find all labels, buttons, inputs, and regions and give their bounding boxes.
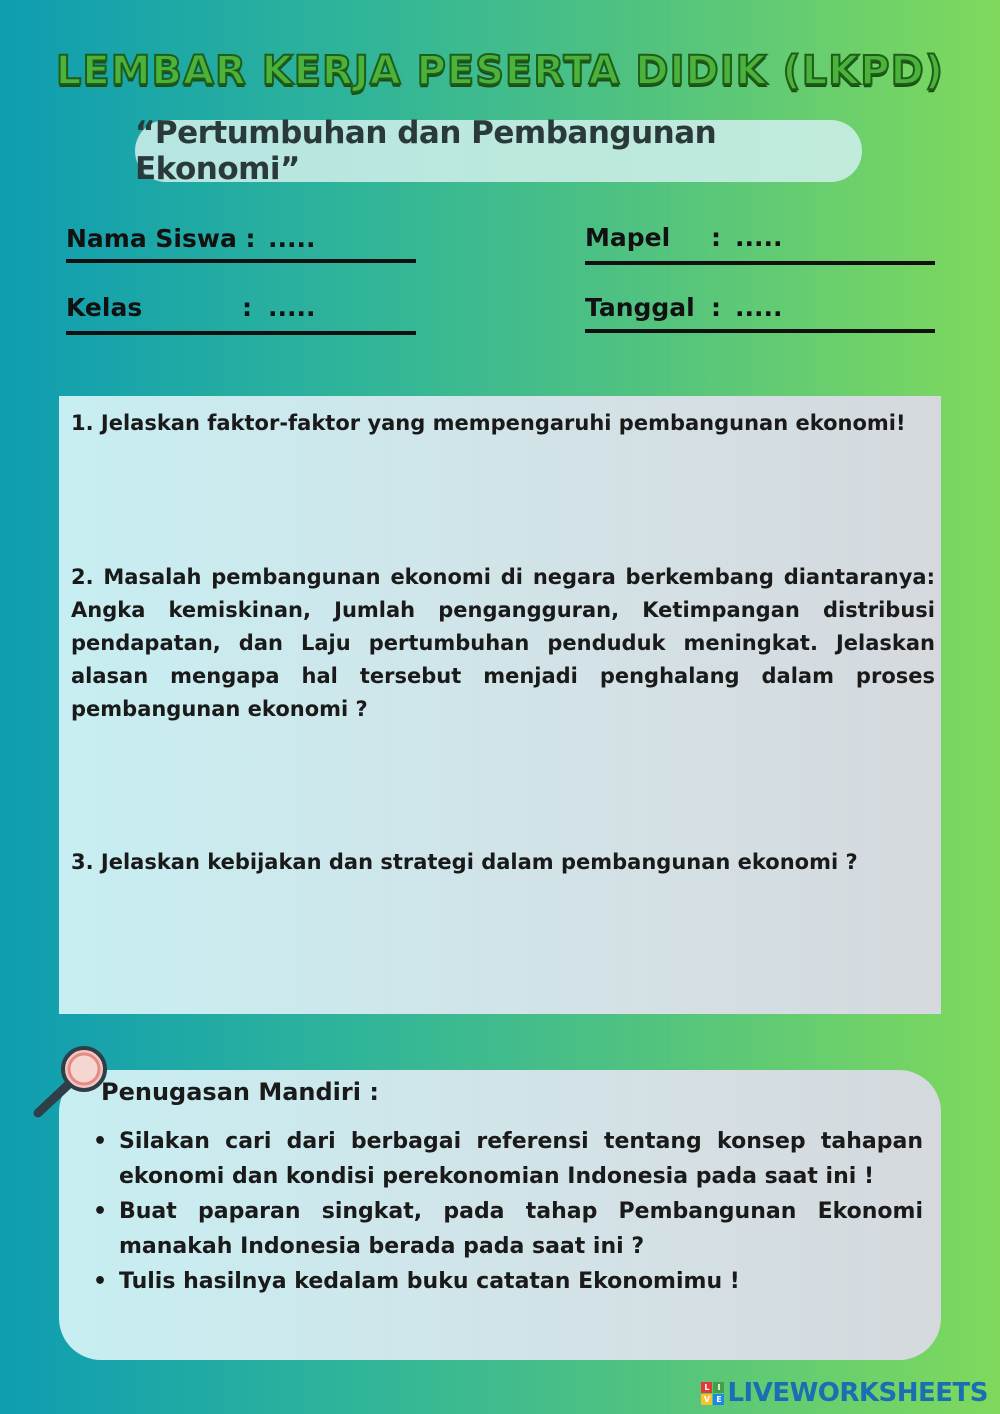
- underline: [66, 331, 416, 335]
- logo-letter: E: [713, 1394, 724, 1405]
- task-list: [85, 1124, 923, 1299]
- subtitle-banner: [135, 115, 862, 187]
- logo-letter: L: [701, 1382, 712, 1393]
- field-mapel[interactable]: [585, 223, 935, 267]
- field-value: .....: [268, 293, 316, 322]
- field-colon: :: [242, 293, 252, 322]
- field-value: .....: [735, 223, 783, 252]
- field-tanggal[interactable]: [585, 293, 935, 335]
- page-title: LEMBAR KERJA PESERTA DIDIK (LKPD): [55, 48, 945, 94]
- underline: [585, 261, 935, 265]
- field-label: Nama Siswa :: [66, 224, 256, 253]
- field-colon: :: [711, 293, 721, 322]
- logo-grid-icon: [701, 1382, 724, 1405]
- field-nama-siswa[interactable]: [66, 224, 416, 266]
- question-3: 3. Jelaskan kebijakan dan strategi dalam pembangunan ekonomi ?: [71, 850, 858, 874]
- logo-text: LIVEWORKSHEETS: [727, 1378, 988, 1408]
- field-value: .....: [268, 224, 316, 253]
- logo-letter: I: [713, 1382, 724, 1393]
- field-colon: :: [711, 223, 721, 252]
- question-2: 2. Masalah pembangunan ekonomi di negara berkembang diantaranya: Angka kemiskinan, Jumlah pengangguran, Ketimpangan distribusi pendapatan, dan Laju pertumbuhan penduduk meningkat. Jelaskan alasan mengapa hal tersebut menjadi penghalang dalam proses pembangunan ekonomi ?: [71, 565, 935, 721]
- task-title: Penugasan Mandiri :: [101, 1078, 379, 1106]
- underline: [585, 329, 935, 333]
- field-label: Tanggal: [585, 293, 695, 322]
- question-1: 1. Jelaskan faktor-faktor yang mempengaruhi pembangunan ekonomi!: [71, 411, 906, 435]
- field-label: Kelas: [66, 293, 143, 322]
- task-item: • Tulis hasilnya kedalam buku catatan Ekonomimu !: [85, 1264, 923, 1299]
- questions-box: [59, 396, 941, 1014]
- subtitle-text: “Pertumbuhan dan Pembangunan Ekonomi”: [135, 115, 717, 187]
- magnifier-icon: [26, 1043, 116, 1123]
- task-item: • Silakan cari dari berbagai referensi tentang konsep tahapan ekonomi dan kondisi perekonomian Indonesia pada saat ini !: [85, 1124, 923, 1194]
- field-value: .....: [735, 293, 783, 322]
- field-label: Mapel: [585, 223, 671, 252]
- underline: [66, 259, 416, 263]
- logo-letter: V: [701, 1394, 712, 1405]
- field-kelas[interactable]: [66, 293, 416, 337]
- liveworksheets-logo: [701, 1378, 988, 1408]
- task-item: • Buat paparan singkat, pada tahap Pembangunan Ekonomi manakah Indonesia berada pada saat ini ?: [85, 1194, 923, 1264]
- task-panel: [59, 1070, 941, 1360]
